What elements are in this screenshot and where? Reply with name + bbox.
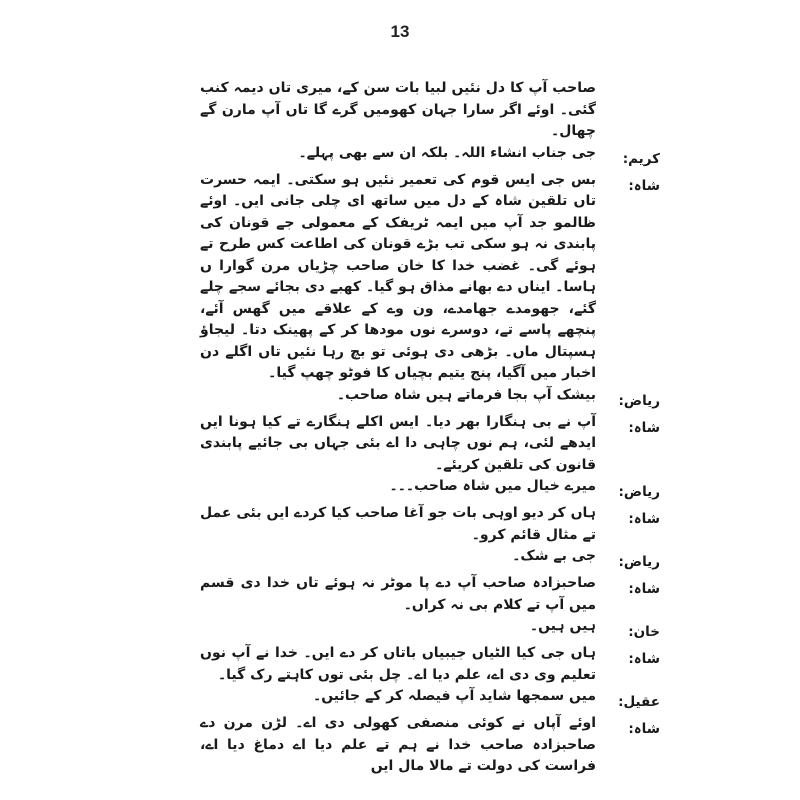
speaker-label: شاہ: <box>628 651 660 667</box>
dialogue-row <box>200 503 660 546</box>
speaker-label: شاہ: <box>628 581 660 597</box>
speaker-label: ریاض: <box>618 392 660 409</box>
dialogue-text: جی جناب انشاء اللہ۔ بلکہ ان سے بھی پہلے۔ <box>298 144 596 161</box>
dialogue-row <box>200 170 660 385</box>
dialogue-text: جی بے شک۔ <box>512 548 596 564</box>
dialogue-text: ہاں کر دیو اوہی بات جو آغا صاحب کیا کردے ایں بئی عمل تے مثال قائم کرو۔ <box>200 505 596 543</box>
dialogue-text: آپ نے بی ہنگارا بھر دیا۔ ایس اکلے ہنگارے تے کیا ہونا ایں ایدھے لئی، ہم نوں چاہی دا اے بئی جہاں بی جائیے پابندی قانون کی تلقین کریئے۔ <box>200 413 596 473</box>
speaker-label: شاہ: <box>628 721 660 737</box>
dialogue-row <box>200 143 660 170</box>
speaker-label: عقیل: <box>618 694 660 710</box>
speaker-label: شاہ: <box>628 177 660 194</box>
dialogue-row <box>200 713 660 778</box>
speaker-label: ریاض: <box>618 484 660 500</box>
dialogue-row <box>200 616 660 643</box>
dialogue-row <box>200 686 660 713</box>
dialogue-text: اوئے آپاں نے کوئی منصفی کھولی دی اے۔ لڑن مرن دے صاحبزادہ صاحب خدا نے ہم تے علم دیا اے دماغ دیا اے، فراست کی دولت تے مالا مال ایں <box>200 715 596 774</box>
dialogue-text: میں سمجھا شاید آپ فیصلہ کر کے جائیں۔ <box>313 688 596 704</box>
speaker-label: شاہ: <box>628 419 660 436</box>
dialogue-row <box>200 78 660 143</box>
speaker-label: کریم: <box>622 150 660 167</box>
speaker-label: خان: <box>628 624 660 640</box>
dialogue-row <box>200 643 660 686</box>
dialogue-row <box>200 573 660 616</box>
dialogue-row <box>200 385 660 412</box>
dialogue-row <box>200 546 660 573</box>
page-number: 13 <box>390 22 410 41</box>
play-script-body <box>200 78 660 778</box>
dialogue-text: صاحبزادہ صاحب آپ دے پا موٹر نہ ہوئے تاں خدا دی قسم میں آپ تے کلام بی نہ کراں۔ <box>200 575 596 613</box>
speaker-label <box>600 78 660 84</box>
dialogue-text: صاحب آپ کا دل نئیں لبیا بات سن کے، میری تاں دیمہ کنب گئی۔ اوئے اگر سارا جہان کھومیں گرے گا تاں آپ مارن گے چھال۔ <box>200 80 596 139</box>
dialogue-row <box>200 412 660 477</box>
dialogue-text: میرے خیال میں شاہ صاحب۔۔۔ <box>389 478 596 494</box>
dialogue-text: بیشک آپ بجا فرماتے ہیں شاہ صاحب۔ <box>336 386 596 403</box>
dialogue-text: بس جی ایس قوم کی تعمیر نئیں ہو سکتی۔ ایمہ حسرت تاں تلقین شاہ کے دل میں ساتھ ای چلی جانی ایں۔ اوئے ظالمو جد آپ میں ایمہ ٹریفک کے معمولی جے قونان کی پابندی نہ ہو سکی تب بڑے قونان کی اطاعت کس طرح تے ہوئے گی۔ غضب خدا کا خان صاحب چڑیاں مرن گوارا ں ہاسا۔ ایناں دے بھانے مذاق ہو گیا۔ کھبے دی بجائے سجے چلے گئے، جھومدے جھامدے، ون وے کے علاقے میں گھس آئے، پنچھے پاسے تے، دوسرے نوں مودھا کر کے پھینک دتا۔ لیجاؤ ہسپتال ماں۔ بڑھی دی ہوئی تو بچ رہا نئیں تاں اگلے دن اخبار میں آگیا، پنج یتیم بچیاں کا فوٹو چھپ گیا۔ <box>200 171 596 381</box>
dialogue-text: ہیں ہیں۔ <box>529 618 596 634</box>
dialogue-text: ہاں جی کیا الٹیاں جیبیاں باتاں کر دے ایں۔ خدا نے آپ نوں تعلیم وی دی اے، علم دیا اے۔ چل بئی توں کاہتے رک گیا۔ <box>200 645 596 683</box>
speaker-label: ریاض: <box>618 554 660 570</box>
speaker-label: شاہ: <box>628 511 660 527</box>
dialogue-row <box>200 476 660 503</box>
